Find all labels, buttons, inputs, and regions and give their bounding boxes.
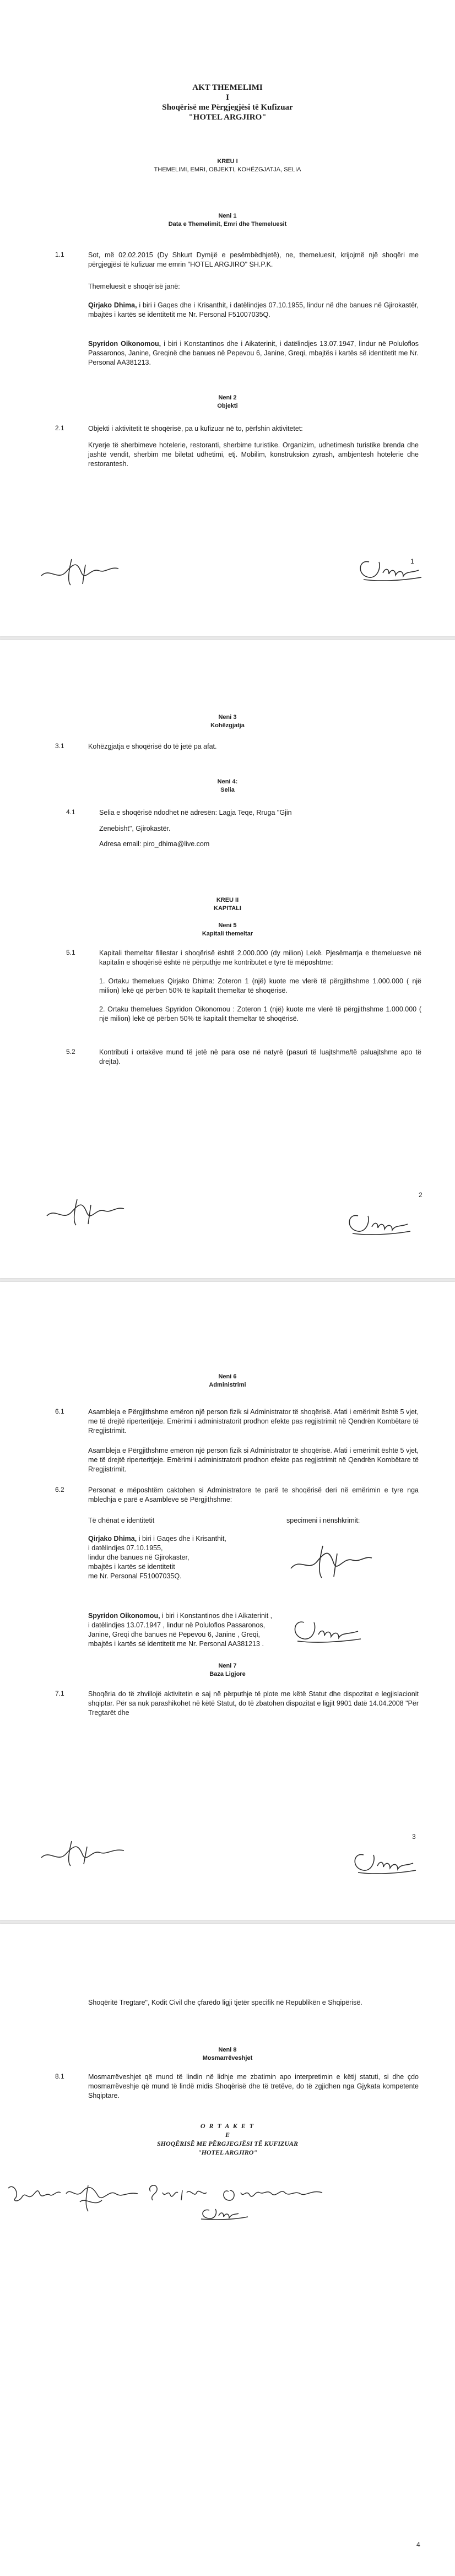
signature-left	[44, 1191, 127, 1230]
founders-label: Themeluesit e shoqërisë janë:	[88, 283, 180, 290]
section-number-5-2: 5.2	[66, 1048, 75, 1056]
administrator-1-signature	[286, 1538, 375, 1582]
kreu-2-subheading: KAPITALI	[214, 905, 241, 912]
page-number-1: 1	[410, 558, 414, 565]
signature-left	[39, 1836, 127, 1869]
neni-3-heading: Neni 3	[218, 714, 237, 721]
section-number-6-2: 6.2	[55, 1486, 64, 1493]
section-number-5-1: 5.1	[66, 949, 75, 956]
page-2	[0, 640, 455, 1278]
section-number-8-1: 8.1	[55, 2072, 64, 2080]
neni-4-heading: Neni 4:	[217, 778, 238, 785]
neni-2-intro: Objekti i aktivitetit të shoqërisë, pa u kufizuar në to, përfshin aktivitetet:	[88, 425, 303, 432]
page-number-3: 3	[412, 1833, 416, 1841]
signature-right	[347, 1838, 419, 1877]
administrator-2-identity	[88, 1611, 308, 1649]
neni-3-text: Kohëzgjatja e shoqërisë do të jetë pa afat.	[88, 743, 217, 750]
neni-7-subheading: Baza Ligjore	[209, 1671, 246, 1677]
partners-heading-line4: "HOTEL ARGJIRO"	[197, 2149, 258, 2156]
partners-heading-line2: E	[225, 2131, 230, 2139]
page-4	[0, 1924, 455, 2576]
section-number-6-1: 6.1	[55, 1408, 64, 1415]
founder-1-paragraph	[88, 301, 419, 320]
neni-2-subheading: Objekti	[217, 403, 238, 409]
neni-6-appointment-2: Asambleja e Përgjithshme emëron një person fizik si Administrator të shoqërisë. Afati i emërimit është 5 vjet, me të drejtë riperteritjeje. Emërimi i administratorit prodhon efekte pas regjistrimit në Qendrën Kombëtare të Rregjistrimit.	[88, 1447, 419, 1473]
section-number-4-1: 4.1	[66, 808, 75, 816]
kreu-2-heading: KREU II	[216, 897, 239, 903]
administrator-1-identity	[88, 1534, 270, 1581]
partner-2-handwritten-signature	[146, 2176, 328, 2220]
neni-6-heading: Neni 6	[218, 1373, 237, 1380]
signature-left	[39, 551, 121, 589]
page-number-2: 2	[419, 1191, 422, 1199]
founder-2-name: Spyridon Oikonomou,	[88, 340, 161, 348]
neni-8-heading: Neni 8	[218, 2047, 237, 2053]
administrator-1-parents: i biri i Gaqes dhe i Krisanthit,	[137, 1535, 226, 1543]
neni-7-text: Shoqëria do të zhvillojë aktivitetin e saj në përputhje të plote me këtë Statut dhe dispozitat e legjislacionit shqiptar. Për sa nuk parashikohet në këtë Statut, do të zbatohen dispozitat e ligjit 9901 datë 14.04.2008 "Për Tregtarët dhe	[88, 1690, 419, 1717]
founder-1-details: i biri i Gaqes dhe i Krisanthit, i datëlindjes 07.10.1955, lindur në dhe banues në Gjirokastër, mbajtës i kartës së identitetit me Nr. Personal F51007035Q.	[88, 301, 419, 318]
neni-5-heading: Neni 5	[218, 922, 237, 929]
kreu-1-heading: KREU I	[217, 158, 238, 165]
kreu-1-subheading: THEMELIMI, EMRI, OBJEKTI, KOHËZGJATJA, SELIA	[154, 166, 301, 173]
neni-8-subheading: Mosmarrëveshjet	[202, 2055, 253, 2061]
neni-3-subheading: Kohëzgjatja	[210, 722, 245, 729]
neni-7-text-continued: Shoqëritë Tregtare", Kodit Civil dhe çfarëdo ligji tjetër specifik në Republikën e Shqipërisë.	[88, 1999, 362, 2006]
administrator-2-residence: Janine, Greqi dhe banues në Pepevou 6, Janine , Greqi,	[88, 1631, 261, 1638]
administrator-1-id-number: me Nr. Personal F51007035Q.	[88, 1572, 182, 1580]
partner-1-handwritten-signature	[6, 2177, 143, 2216]
founder-1-name: Qirjako Dhima,	[88, 301, 137, 309]
neni-6-subheading: Administrimi	[209, 1382, 246, 1388]
neni-5-partner-1: 1. Ortaku themelues Qirjako Dhima: Zoteron 1 (një) kuote me vlerë të përgjithshme 1.000.000 ( një milion) lekë që përben 50% të kapitalit themeltar të shoqërisë.	[99, 977, 421, 994]
signature-column-label: specimeni i nënshkrimit:	[286, 1517, 360, 1524]
neni-5-partner-2: 2. Ortaku themelues Spyridon Oikonomou : Zoteron 1 (një) kuote me vlerë të përgjithshme 1.000.000 ( një milion) lekë që përben 50% të kapitalit themeltar të shoqërisë.	[99, 1005, 421, 1022]
administrator-1-residence: lindur dhe banues në Gjirokaster,	[88, 1554, 189, 1561]
section-number-1-1: 1.1	[55, 251, 64, 258]
neni-1-heading: Neni 1	[218, 213, 237, 219]
partners-heading: O R T A K E T	[200, 2122, 255, 2130]
section-number-3-1: 3.1	[55, 742, 64, 750]
neni-1-intro: Sot, më 02.02.2015 (Dy Shkurt Dymijë e pesëmbëdhjetë), ne, themeluesit, krijojmë një shoqëri me përgjegjësi të kufizuar me emrin "HOTEL ARGJIRO" SH.P.K.	[88, 251, 419, 268]
administrator-2-birth: i datëlindjes 13.07.1947 , lindur në Poluloflos Passaronos,	[88, 1621, 266, 1629]
neni-6-first-administrators: Personat e mëposhtëm caktohen si Administratore te parë te shoqërisë deri në emërimin e tyre nga mbledhja e parë e Asambleve së Përgjithshme:	[88, 1486, 419, 1503]
neni-2-activities: Kryerje të sherbimeve hotelerie, restoranti, sherbime turistike. Organizim, udhetimesh turistike brenda dhe jashtë vendit, sherbim me biletat udhetimi, etj. Mobilim, konstruksion zyrash, ambjentesh hotelerie dhe restorantesh.	[88, 441, 419, 468]
neni-4-address-line1: Selia e shoqërisë ndodhet në adresën: Lagja Teqe, Rruga "Gjin	[99, 809, 292, 816]
neni-1-subheading: Data e Themelimit, Emri dhe Themeluesit	[168, 221, 287, 228]
identity-column-label: Të dhënat e identitetit	[88, 1517, 155, 1524]
page-3	[0, 1282, 455, 1920]
administrator-1-name: Qirjako Dhima,	[88, 1535, 137, 1543]
section-number-2-1: 2.1	[55, 424, 64, 432]
administrator-2-parents: i biri i Konstantinos dhe i Aikaterinit ,	[160, 1612, 273, 1620]
administrator-2-signature	[286, 1607, 364, 1646]
neni-4-subheading: Selia	[220, 787, 235, 793]
document-title-line2: I	[226, 93, 229, 102]
document-title-line4: "HOTEL ARGJIRO"	[188, 113, 267, 122]
founder-2-paragraph	[88, 339, 419, 367]
administrator-2-name: Spyridon Oikonomou,	[88, 1612, 160, 1620]
neni-4-email: Adresa email: piro_dhima@live.com	[99, 840, 210, 848]
administrator-1-birthdate: i datëlindjes 07.10.1955,	[88, 1544, 163, 1552]
page-number-4: 4	[416, 2541, 420, 2548]
signature-right	[342, 1199, 413, 1238]
neni-4-address-line2: Zenebisht", Gjirokastër.	[99, 825, 171, 832]
neni-5-subheading: Kapitali themeltar	[202, 930, 253, 937]
neni-5-capital-text: Kapitali themeltar fillestar i shoqërisë është 2.000.000 (dy milion) Lekë. Pjesëmarrja e themeluesve në kapitalin e shoqërisë është në përputhje me kontributet e tyre të mëposhtme:	[99, 949, 421, 966]
neni-6-appointment-1: Asambleja e Përgjithshme emëron një person fizik si Administrator të shoqërisë. Afati i emërimit është 5 vjet, me të drejtë riperteritjeje. Emërimi i administratorit prodhon efekte pas regjistrimit në Qendrën Kombëtare të Rregjistrimit.	[88, 1408, 419, 1435]
neni-2-heading: Neni 2	[218, 394, 237, 401]
document-title: AKT THEMELIMI	[192, 83, 263, 92]
founder-2-details: i biri i Konstantinos dhe i Aikaterinit, i datëlindjes 13.07.1947, lindur në Poluloflos Passaronos, Janine, Greqinë dhe banues në Pepevou 6, Janine, Greqi, mbajtës i kartës së identitetit me Nr. Personal AA381213.	[88, 340, 419, 366]
document-title-line3: Shoqërisë me Përgjegjësi të Kufizuar	[162, 103, 293, 112]
administrator-1-id-label: mbajtës i kartës së identitetit	[88, 1563, 175, 1571]
administrator-2-id: mbajtës i kartës së identitetit me Nr. Personal AA381213 .	[88, 1640, 264, 1648]
neni-8-text: Mosmarrëveshjet që mund të lindin në lidhje me zbatimin apo interpretimin e këtij statuti, si dhe çdo mosmarrëveshje që mund të lindë midis Shoqërisë dhe të tretëve, do të zgjidhen nga Gjykata kompetente Shqiptare.	[88, 2073, 419, 2099]
neni-5-contribution-text: Kontributi i ortakëve mund të jetë në para ose në natyrë (pasuri të luajtshme/të paluajtshme apo të drejta).	[99, 1048, 421, 1065]
section-number-7-1: 7.1	[55, 1690, 64, 1697]
page-1	[0, 0, 455, 636]
partners-heading-line3: SHOQËRISË ME PËRGJEGJËSI TË KUFIZUAR	[156, 2140, 299, 2147]
neni-7-heading: Neni 7	[218, 1663, 237, 1669]
